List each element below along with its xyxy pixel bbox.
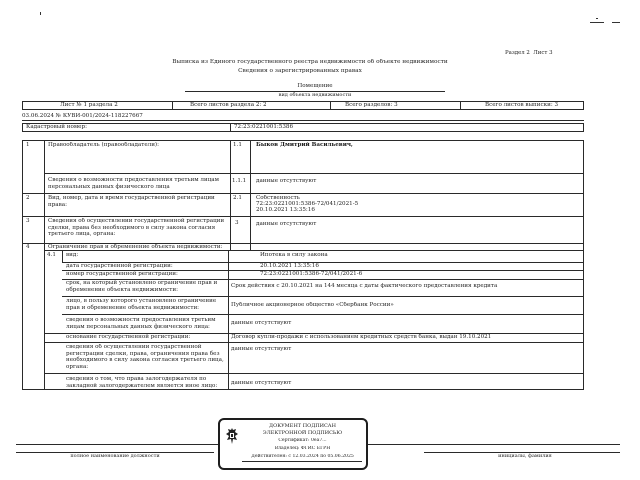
row2-label: Вид, номер, дата и время государственной регистрации права: [48, 195, 215, 208]
row1-number: 1 [26, 142, 30, 148]
row1-sub: 1.1 [233, 142, 242, 148]
enc-person-value: Публичное акционерное общество «Сбербанк России» [231, 302, 394, 308]
row4-sub: 4.1 [47, 252, 56, 258]
enc-divider [62, 296, 584, 297]
enc-divider [44, 342, 584, 343]
request-underline [22, 120, 584, 121]
stamp-line5: Действителен: с 12.03.2024 по 05.06.2025 [251, 454, 354, 459]
right-reg-date: 20.10.2021 13:35:16 [256, 207, 315, 213]
enc-date-value: 20.10.2021 13:35:16 [260, 263, 319, 269]
cadastral-value: 72:23:0221001:5386 [234, 124, 294, 130]
enc-pledge-label: сведения о том, что права залогодержателя по закладной залогодержателем является иное лицо: [66, 376, 218, 389]
total-sheets-section: Всего листов раздела 2: 2 [190, 102, 267, 108]
row1b-value: данные отсутствуют [256, 178, 317, 184]
row4-number: 4 [26, 244, 30, 250]
stamp-line1: ДОКУМЕНТ ПОДПИСАН [269, 423, 336, 429]
document-title: Выписка из Единого государственного реестра недвижимости об объекте недвижимости [172, 59, 448, 65]
right-type: Собственность [256, 195, 300, 201]
row1b-label: Сведения о возможности предоставления третьим лицам персональных данных физического лица [48, 177, 219, 190]
row1-label: Правообладатель (правообладатели): [48, 142, 159, 148]
enc-type-label: вид: [66, 252, 79, 258]
enc-term-label: срок, на который установлено ограничение прав и обременение объекта недвижимости: [66, 280, 218, 293]
enc-date-label: дата государственной регистрации: [66, 263, 173, 269]
sheet-info-divider [172, 101, 173, 110]
row-divider [22, 193, 584, 194]
row3-sub: 3 [235, 220, 239, 226]
col-sub-divider [250, 140, 251, 250]
total-sheets: Всего листов выписки: 3 [485, 102, 559, 108]
enc-basis-value: Договор купли-продажи с использованием кредитных средств банка, выдан 19.10.2021 [231, 334, 492, 340]
object-kind-caption: вид объекта недвижимости [278, 92, 352, 98]
enc-pledge-value: данные отсутствуют [231, 380, 292, 386]
total-sections: Всего разделов: 3 [345, 102, 398, 108]
position-caption: полное наименование должности [70, 453, 160, 459]
cadastral-divider [230, 123, 231, 132]
e-signature-stamp [218, 418, 368, 470]
row4-label: Ограничение прав и обременение объекта недвижимости: [48, 244, 223, 250]
section-sheet-label [505, 50, 553, 57]
sheet-info-divider [460, 101, 461, 110]
enc-divider [62, 314, 584, 315]
scan-speck [596, 18, 598, 19]
right-reg-number: 72:23:0221001:5386-72/041/2021-5 [256, 201, 359, 207]
enc-consent-value: данные отсутствуют [231, 346, 292, 352]
row-divider [22, 216, 584, 217]
col-num-divider [44, 140, 45, 390]
enc-person-label: лицо, в пользу которого установлено ограничение прав и обременение объекта недвижимости: [66, 298, 217, 311]
section-label: Раздел 2 [505, 50, 530, 56]
emblem-icon [226, 428, 238, 444]
enc-pd-value: данные отсутствуют [231, 320, 292, 326]
sheet-label: Лист 3 [533, 50, 553, 56]
cadastral-label: Кадастровый номер: [26, 124, 87, 130]
enc-pd-label: сведения о возможности предоставления третьим лицам персональных данных физического лица: [66, 317, 216, 330]
row1b-sub: 1.1.1 [232, 178, 247, 184]
sheet-number: Лист № 1 раздела 2 [60, 102, 118, 108]
enc-term-value: Срок действия с 20.10.2021 на 144 месяца с даты фактического предоставления кредита [231, 283, 498, 289]
document-subtitle: Сведения о зарегистрированных правах [238, 68, 362, 74]
stamp-line4: Владелец: ФГИС ЕГРН [274, 446, 331, 451]
row-divider [44, 250, 584, 251]
stamp-rule [242, 461, 362, 462]
owner-name: Быков Дмитрий Васильевич, [256, 142, 353, 148]
enc-number-label: номер государственной регистрации: [66, 271, 178, 277]
scan-speck [612, 22, 620, 23]
stamp-line3: Сертификат: 0ea7... [278, 438, 327, 443]
stamp-line2: ЭЛЕКТРОННОЙ ПОДПИСЬЮ [262, 430, 343, 436]
object-kind: Помещение [297, 83, 333, 89]
enc-label-divider [228, 250, 229, 390]
row-divider [44, 173, 584, 174]
row3-label: Сведения об осуществлении государственной регистрации сделки, права без необходимого в силу закона согласия третьего лица, органа: [48, 218, 225, 238]
row3-number: 3 [26, 218, 30, 224]
enc-sub-divider [62, 250, 63, 262]
initials-caption: инициалы, фамилия [498, 453, 552, 459]
row2-sub: 2.1 [233, 195, 242, 201]
row2-number: 2 [26, 195, 30, 201]
enc-divider [44, 373, 584, 374]
enc-consent-label: сведения об осуществлении государственной регистрации сделки, права, ограничения права без необходимого в силу закона согласия третьего лица, органа: [66, 344, 224, 370]
sheet-info-divider [330, 101, 331, 110]
row3-value: данные отсутствуют [256, 221, 317, 227]
request-date-number: 03.06.2024 № КУВИ-001/2024-118227667 [22, 113, 143, 119]
scan-speck [40, 12, 41, 15]
enc-number-value: 72:23:0221001:5386-72/041/2021-6 [260, 271, 363, 277]
enc-type-value: Ипотека в силу закона [260, 252, 328, 258]
enc-basis-label: основание государственной регистрации: [66, 334, 191, 340]
scan-speck [590, 22, 604, 23]
col-label-divider [230, 140, 231, 250]
